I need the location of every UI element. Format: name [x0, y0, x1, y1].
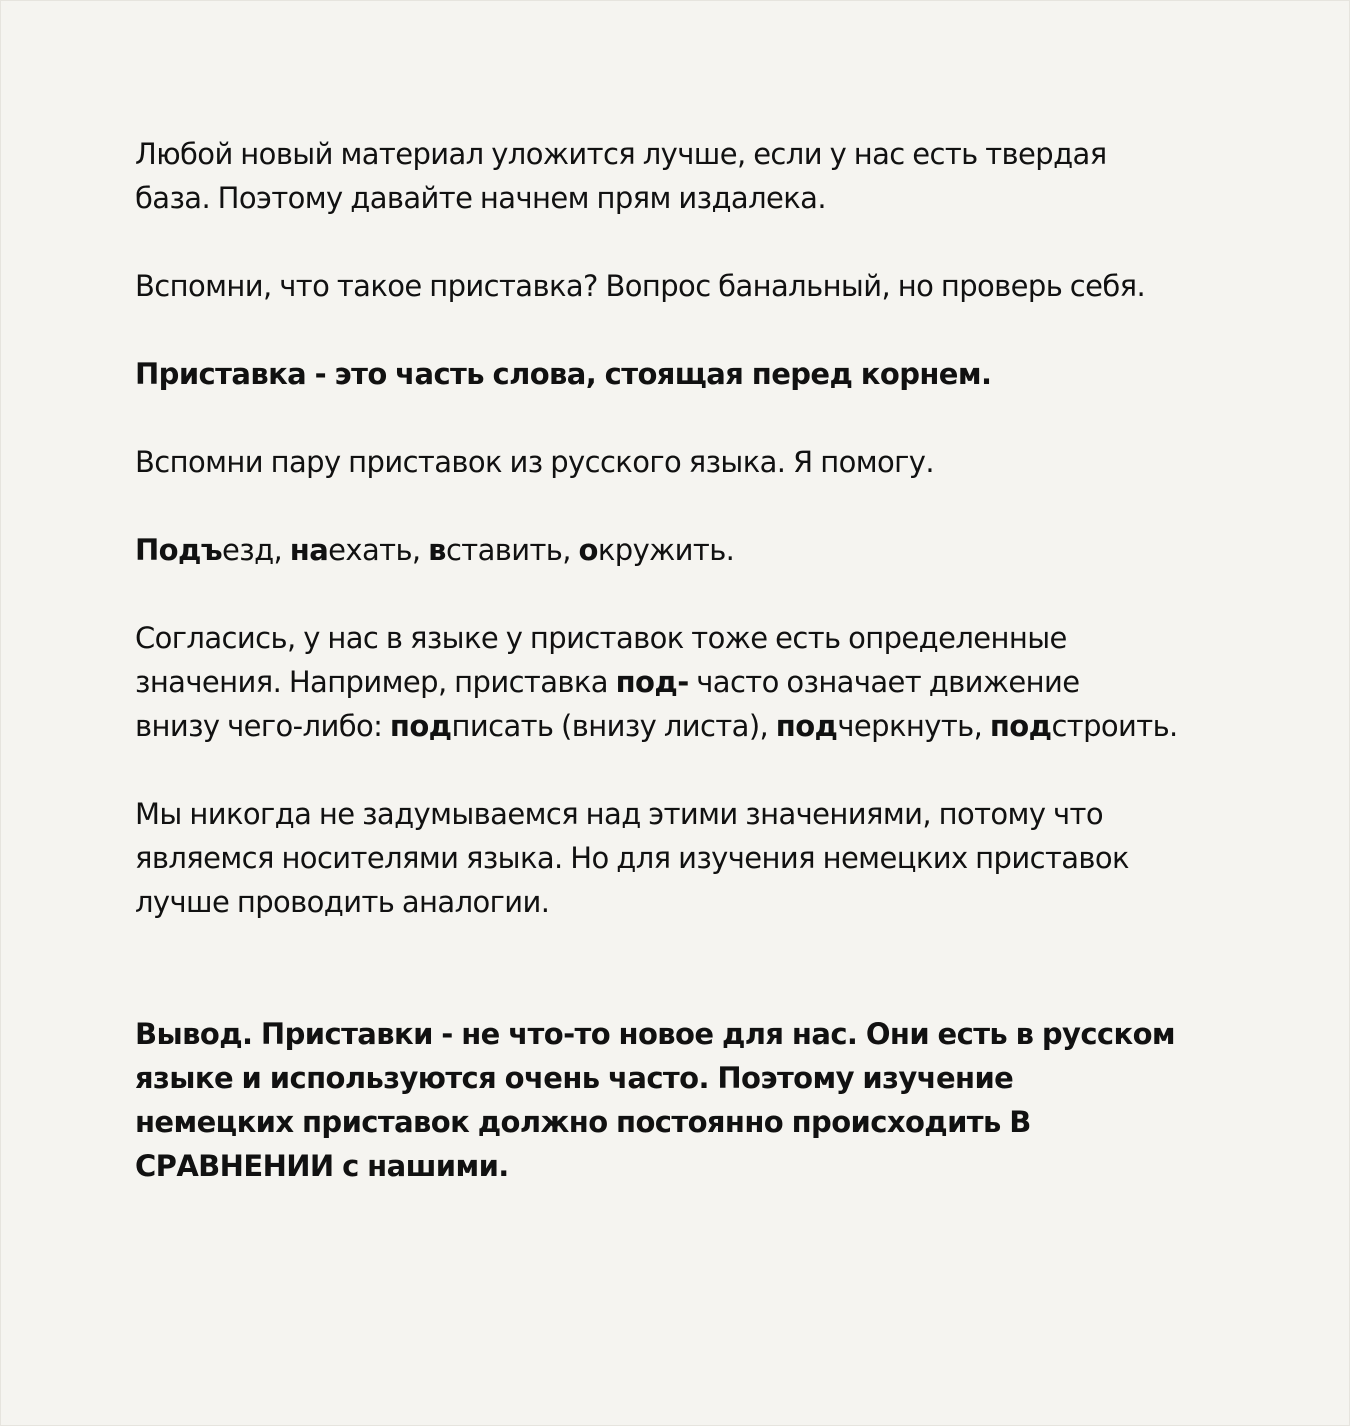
meaning-prefix-bold: под	[989, 709, 1052, 743]
example-prefix: в	[428, 533, 446, 567]
meaning-line-1: Согласись, у нас в языке у приставок тоже есть определенные	[135, 621, 1067, 655]
example-rest: кружить.	[597, 533, 735, 567]
question-paragraph	[135, 264, 1225, 308]
meaning-prefix-bold: под-	[615, 665, 689, 699]
conclusion-line-4: СРАВНЕНИИ с нашими.	[135, 1149, 509, 1183]
example-prefix: на	[289, 533, 329, 567]
question-text: Вспомни, что такое приставка? Вопрос банальный, но проверь себя.	[135, 269, 1146, 303]
intro-line-1: Любой новый материал уложится лучше, если у нас есть твердая	[135, 137, 1107, 171]
example-rest: езд,	[222, 533, 290, 567]
prompt-paragraph	[135, 440, 1225, 484]
meaning-text: значения. Например, приставка	[135, 665, 616, 699]
meaning-prefix-bold: под	[775, 709, 838, 743]
prompt-text: Вспомни пару приставок из русского языка. Я помогу.	[135, 445, 934, 479]
conclusion-line-3: немецких приставок должно постоянно происходить В	[135, 1105, 1031, 1139]
examples-paragraph	[135, 528, 1225, 572]
example-prefix: о	[578, 533, 598, 567]
conclusion-line-1: Вывод. Приставки - не что-то новое для нас. Они есть в русском	[135, 1017, 1176, 1051]
definition-text: Приставка - это часть слова, стоящая перед корнем.	[135, 357, 992, 391]
meaning-text: писать (внизу листа),	[451, 709, 776, 743]
meaning-text: строить.	[1051, 709, 1178, 743]
meaning-text: черкнуть,	[837, 709, 990, 743]
native-line-3: лучше проводить аналогии.	[135, 885, 550, 919]
meaning-paragraph	[135, 616, 1225, 748]
meaning-text: часто означает движение	[688, 665, 1080, 699]
conclusion-paragraph	[135, 1012, 1225, 1188]
example-prefix: Подъ	[135, 533, 223, 567]
example-rest: ехать,	[328, 533, 429, 567]
example-rest: ставить,	[445, 533, 579, 567]
document-body	[135, 132, 1225, 1188]
definition-paragraph	[135, 352, 1225, 396]
meaning-text: внизу чего-либо:	[135, 709, 390, 743]
intro-paragraph	[135, 132, 1225, 220]
conclusion-line-2: языке и используются очень часто. Поэтому изучение	[135, 1061, 1014, 1095]
meaning-prefix-bold: под	[389, 709, 452, 743]
native-speaker-paragraph	[135, 792, 1225, 924]
intro-line-2: база. Поэтому давайте начнем прям издалека.	[135, 181, 826, 215]
native-line-1: Мы никогда не задумываемся над этими значениями, потому что	[135, 797, 1103, 831]
native-line-2: являемся носителями языка. Но для изучения немецких приставок	[135, 841, 1129, 875]
